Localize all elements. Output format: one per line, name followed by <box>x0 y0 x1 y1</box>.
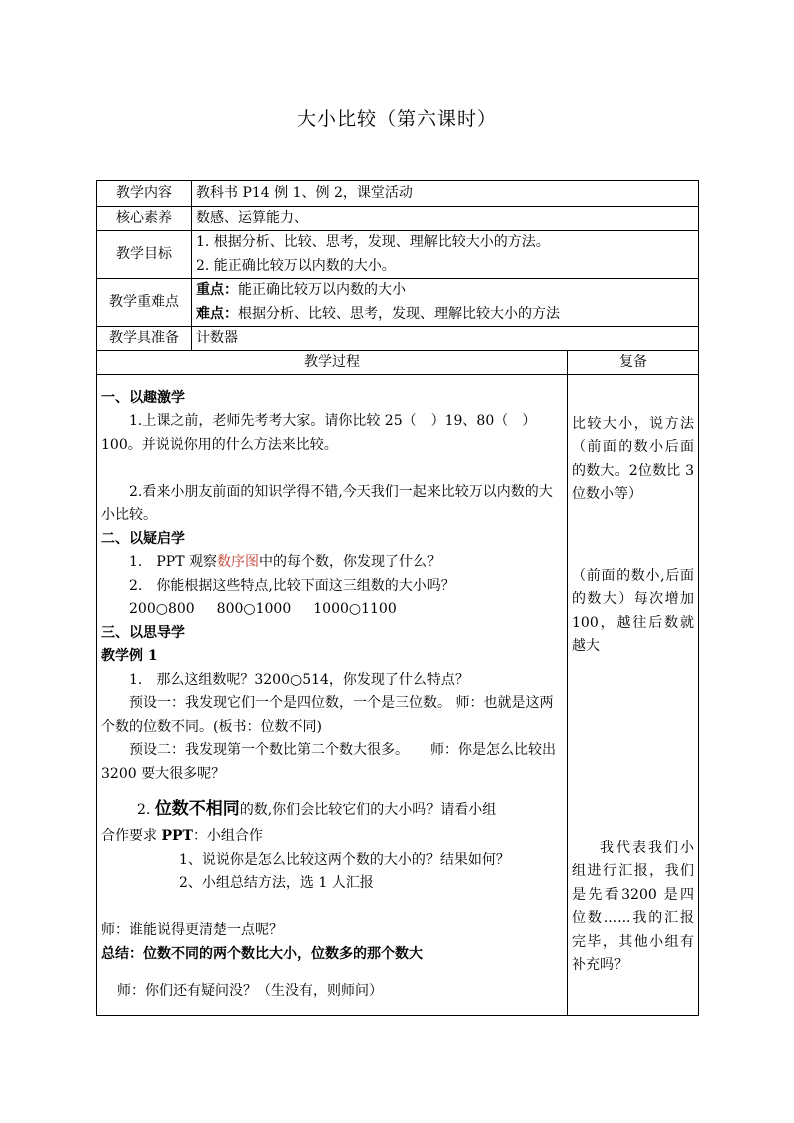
header-teaching-process: 教学过程 <box>97 351 568 375</box>
lesson-plan-table <box>96 180 699 1016</box>
review-notes-cell <box>568 375 699 1016</box>
section-1-para-2: 2.看来小朋友前面的知识学得不错,今天我们一起来比较万以内数的大小比较。 <box>101 483 553 523</box>
section-2-para-1: 1. PPT 观察数序图中的每个数，你发现了什么？ <box>129 554 441 570</box>
section-1-heading: 一、以趣激学 <box>101 389 185 406</box>
example-heading: 教学例 1 <box>101 648 158 664</box>
goal-2: 2. 能正确比较万以内数的大小。 <box>196 257 396 274</box>
note-1: 比较大小，说方法（前面的数小后面的数大。2位数比 3 位数小等） <box>572 415 695 502</box>
example-para-4: 2. 位数不相同的数,你们会比较它们的大小吗？请看小组 <box>137 799 497 819</box>
section-2-para-2: 2. 你能根据这些特点,比较下面这三组数的大小吗？ <box>129 577 455 594</box>
section-3-heading: 三、以思导学 <box>101 624 185 641</box>
comparison-row <box>101 598 563 622</box>
row-process <box>97 375 699 1016</box>
label-key-difficult: 教学重难点 <box>97 279 192 327</box>
goal-1: 1. 根据分析、比较、思考，发现、理解比较大小的方法。 <box>196 234 550 250</box>
summary: 总结：位数不同的两个数比大小，位数多的那个数大 <box>101 945 423 962</box>
value-materials: 计数器 <box>192 327 699 351</box>
group-task-1: 1、说说你是怎么比较这两个数的大小的？结果如何？ <box>179 851 510 868</box>
difficult-point-label: 难点： <box>196 305 238 322</box>
label-teaching-content: 教学内容 <box>97 181 192 207</box>
example-para-5: 合作要求 PPT：小组合作 <box>101 828 263 844</box>
row-headers <box>97 351 699 375</box>
section-1-para-1: 1.上课之前，老师先考考大家。请你比较 25（ ）19、80（ ）100。并说说你用的什么方法来比较。 <box>101 413 537 453</box>
teacher-question: 师：谁能说得更清楚一点呢？ <box>101 922 283 938</box>
value-core-literacy: 数感、运算能力、 <box>192 207 699 231</box>
comparison-2: 800○1000 <box>216 601 292 617</box>
example-para-1: 1. 那么这组数呢？3200○514，你发现了什么特点？ <box>129 671 469 688</box>
comparison-1: 200○800 <box>129 601 195 617</box>
header-review-notes: 复备 <box>568 351 699 375</box>
label-core-literacy: 核心素养 <box>97 207 192 231</box>
value-key-difficult <box>192 279 699 327</box>
label-teaching-goals: 教学目标 <box>97 231 192 279</box>
teaching-process-cell <box>97 375 568 1016</box>
row-teaching-goals <box>97 231 699 279</box>
label-materials: 教学具准备 <box>97 327 192 351</box>
key-point: 能正确比较万以内数的大小 <box>238 282 406 298</box>
note-2: （前面的数小,后面的数大）每次增加 100，越往后数就越大 <box>572 567 695 654</box>
value-teaching-goals <box>192 231 699 279</box>
row-materials <box>97 327 699 351</box>
example-para-3: 预设二：我发现第一个数比第二个数大很多。 师：你是怎么比较出 3200 要大很多呢？ <box>101 742 556 782</box>
row-key-difficult <box>97 279 699 327</box>
key-point-label: 重点： <box>196 282 238 298</box>
section-2-heading: 二、以疑启学 <box>101 530 185 547</box>
note-3: 我代表我们小组进行汇报，我们是先看3200 是四位数......我的汇报完毕，其他小组有补充吗？ <box>572 839 695 973</box>
number-sequence-link: 数序图 <box>217 554 259 570</box>
page-title: 大小比较（第六课时） <box>296 108 497 130</box>
row-teaching-content <box>97 181 699 207</box>
teacher-closing: 师：你们还有疑问没？（生没有，则师问） <box>117 983 383 999</box>
value-teaching-content: 教科书 P14 例 1、例 2，课堂活动 <box>192 181 699 207</box>
difficult-point: 根据分析、比较、思考，发现、理解比较大小的方法 <box>238 305 560 322</box>
example-para-2: 预设一：我发现它们一个是四位数，一个是三位数。 师：也就是这两个数的位数不同。(板书：位数不同) <box>101 695 554 735</box>
emphasis-different-digits: 位数不相同 <box>154 799 240 819</box>
row-core-literacy <box>97 207 699 231</box>
comparison-3: 1000○1100 <box>313 601 397 617</box>
group-task-2: 2、小组总结方法，选 1 人汇报 <box>179 875 374 891</box>
